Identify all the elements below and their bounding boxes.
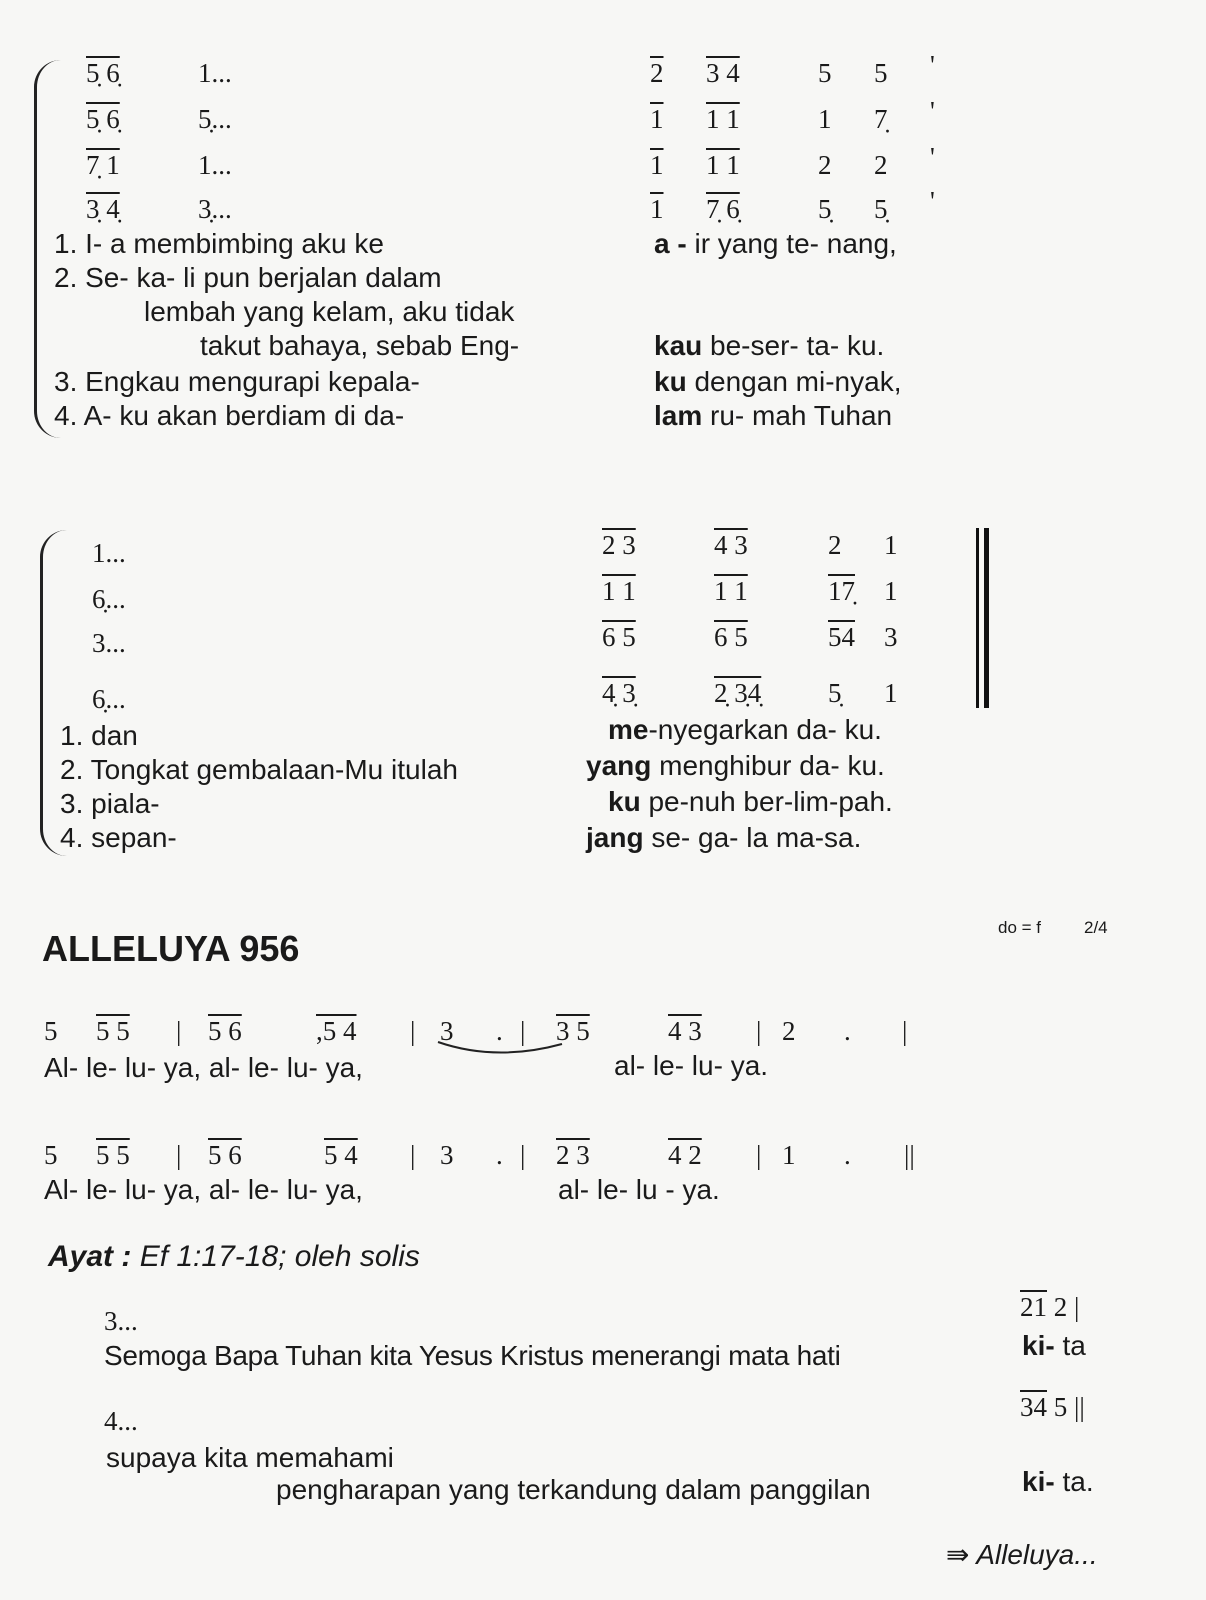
note-pair: 3 4: [706, 58, 740, 88]
note: 6̣...: [92, 584, 126, 614]
lyric-rest: ta: [1054, 1330, 1086, 1361]
note: 2 |: [1047, 1292, 1080, 1322]
note: 1: [884, 678, 898, 708]
note-pair: 6 5: [602, 622, 636, 652]
lyric-line: 1. dan: [60, 720, 138, 751]
note: 5: [874, 58, 888, 88]
note: 1: [818, 104, 832, 134]
note: 3: [884, 622, 898, 652]
verse-text: pengharapan yang terkandung dalam panggilan: [276, 1474, 871, 1505]
lyric-bold: ku: [654, 366, 687, 397]
lyric-bold: lam: [654, 400, 703, 431]
lyric-bold: kau: [654, 330, 703, 361]
verse-text: Semoga Bapa Tuhan kita Yesus Kristus menerangi mata hati: [104, 1340, 841, 1371]
lyric-rest: dengan mi-nyak,: [686, 366, 902, 397]
song-title: ALLELUYA 956: [42, 928, 300, 969]
barline: |: [756, 1140, 762, 1170]
note: 3: [440, 1016, 454, 1046]
time-signature: 2/4: [1084, 918, 1108, 937]
recitation-notes: [1020, 1292, 1079, 1323]
note-pair: 34: [1020, 1392, 1047, 1422]
note-pair: 6 5: [714, 622, 748, 652]
barline: |: [410, 1140, 416, 1170]
note: 2: [874, 150, 888, 180]
lyric-line: [608, 786, 893, 818]
note: 1: [884, 530, 898, 560]
lyric-rest: ir yang te- nang,: [686, 228, 897, 259]
note-pair: 1 1: [706, 150, 740, 180]
note-pair: ,5 4: [316, 1016, 357, 1046]
recitation-notes: [1020, 1392, 1085, 1423]
lyric-rest: menghibur da- ku.: [651, 750, 885, 781]
note-pair: 5 4: [324, 1140, 358, 1170]
lyric-line: [654, 330, 884, 362]
note: 5̣: [874, 194, 888, 224]
breath-mark: ': [930, 186, 935, 216]
barline: |: [176, 1140, 182, 1170]
barline: |: [520, 1016, 526, 1046]
lyric-line: [654, 366, 901, 398]
slur-arc: [436, 1040, 566, 1058]
note-pair: 4 3: [714, 530, 748, 560]
lyric-rest: ta.: [1054, 1466, 1094, 1497]
note-pair: 2 3: [602, 530, 636, 560]
lyric-rest: ru- mah Tuhan: [702, 400, 893, 431]
lyric-line: al- le- lu - ya.: [558, 1174, 720, 1205]
lyric-line: 3. piala-: [60, 788, 160, 819]
continue-to-alleluya: ⇛ Alleluya...: [946, 1539, 1098, 1570]
note: 1: [884, 576, 898, 606]
barline: |: [756, 1016, 762, 1046]
lyric-bold: a -: [654, 228, 687, 259]
final-barline-thin: [976, 528, 979, 708]
note-pair: 5̣ 6̣: [86, 104, 120, 134]
lyric-bold: yang: [586, 750, 652, 781]
note-pair: 4̣ 3̣: [602, 678, 636, 708]
lyric-line: 3. Engkau mengurapi kepala-: [54, 366, 420, 397]
lyric-line: al- le- lu- ya.: [614, 1050, 769, 1081]
note: 17̣: [828, 576, 855, 606]
lyric-line: Al- le- lu- ya, al- le- lu- ya,: [44, 1174, 363, 1205]
lyric-line: 2. Se- ka- li pun berjalan dalam: [54, 262, 442, 293]
note: 5̣: [818, 194, 832, 224]
note-pair: 1 1: [714, 576, 748, 606]
note: 5 ||: [1047, 1392, 1085, 1422]
note-pair: 7̣ 6̣: [706, 194, 740, 224]
note: 1: [650, 150, 664, 180]
note-pair: 3̣ 4̣: [86, 194, 120, 224]
barline: |: [410, 1016, 416, 1046]
note-pair: 4 3: [668, 1016, 702, 1046]
note-pair: 21: [1020, 1292, 1047, 1322]
note: 5̣...: [198, 104, 232, 134]
note: 2: [650, 58, 664, 88]
note-pair: 5 6: [208, 1140, 242, 1170]
lyric-bold: ki-: [1022, 1466, 1055, 1497]
barline: |: [902, 1016, 908, 1046]
note-pair: 5 5: [96, 1140, 130, 1170]
note: 3...: [104, 1306, 138, 1336]
note-pair: 2 3: [556, 1140, 590, 1170]
note: 2: [828, 530, 842, 560]
note-pair: 5̣ 6̣: [86, 58, 120, 88]
note-pair: 2̣ 3̣4̣: [714, 678, 762, 708]
note-pair: 3 5: [556, 1016, 590, 1046]
note: 2: [782, 1016, 796, 1046]
note: 1: [650, 104, 664, 134]
lyric-line: 1. I- a membimbing aku ke: [54, 228, 384, 259]
lyric-line: 2. Tongkat gembalaan-Mu itulah: [60, 754, 458, 785]
note: 1: [650, 194, 664, 224]
lyric-line: takut bahaya, sebab Eng-: [200, 330, 520, 361]
note: 3...: [92, 628, 126, 658]
lyric-bold: jang: [586, 822, 644, 853]
lyric-line: Al- le- lu- ya, al- le- lu- ya,: [44, 1052, 363, 1083]
lyric-rest: be-ser- ta- ku.: [702, 330, 885, 361]
note: 54: [828, 622, 855, 652]
note: 7̣: [874, 104, 888, 134]
breath-mark: ': [930, 142, 935, 172]
breath-mark: ': [930, 96, 935, 126]
note: 3: [440, 1140, 454, 1170]
note-dot: .: [844, 1140, 851, 1170]
note: 1: [782, 1140, 796, 1170]
ayat-reference: Ef 1:17-18; oleh solis: [131, 1240, 420, 1273]
ayat-heading: [48, 1240, 420, 1274]
note-pair: 4 2: [668, 1140, 702, 1170]
note: 3̣...: [198, 194, 232, 224]
note-dot: .: [844, 1016, 851, 1046]
key-signature: do = f: [998, 918, 1042, 937]
breath-mark: ': [930, 50, 935, 80]
note: 1...: [198, 58, 232, 88]
note: 1...: [92, 538, 126, 568]
note: 1...: [198, 150, 232, 180]
barline: |: [520, 1140, 526, 1170]
note: 5: [818, 58, 832, 88]
lyric-bold: ki-: [1022, 1330, 1055, 1361]
lyric-line: [654, 400, 892, 432]
lyric-line: [586, 822, 861, 854]
lyric-rest: se- ga- la ma-sa.: [643, 822, 862, 853]
lyric-line: [586, 750, 885, 782]
note-pair: 1 1: [602, 576, 636, 606]
note-pair: 5 6: [208, 1016, 242, 1046]
lyric-bold: ku: [608, 786, 641, 817]
note-dot: .: [496, 1140, 503, 1170]
note-pair: 7̣ 1: [86, 150, 120, 180]
note: 2: [818, 150, 832, 180]
final-barline: ||: [904, 1140, 915, 1170]
note-pair: 5 5: [96, 1016, 130, 1046]
note: 5: [44, 1140, 58, 1170]
note: 5: [44, 1016, 58, 1046]
lyric-line: 4. A- ku akan berdiam di da-: [54, 400, 405, 431]
lyric-line: lembah yang kelam, aku tidak: [144, 296, 515, 327]
ayat-label: Ayat :: [48, 1240, 132, 1273]
final-barline-thick: [984, 528, 989, 708]
note: 6̣...: [92, 684, 126, 714]
verse-ending: [1022, 1466, 1094, 1498]
verse-ending: [1022, 1330, 1086, 1362]
barline: |: [176, 1016, 182, 1046]
note: 4...: [104, 1406, 138, 1436]
lyric-line: 4. sepan-: [60, 822, 177, 853]
lyric-line: [654, 228, 897, 260]
note-dot: .: [496, 1016, 503, 1046]
lyric-rest: pe-nuh ber-lim-pah.: [640, 786, 893, 817]
note: 5̣: [828, 678, 842, 708]
lyric-rest: -nyegarkan da- ku.: [648, 714, 882, 745]
lyric-line: [608, 714, 882, 746]
verse-text: supaya kita memahami: [106, 1442, 394, 1473]
lyric-bold: me: [608, 714, 649, 745]
note-pair: 1 1: [706, 104, 740, 134]
